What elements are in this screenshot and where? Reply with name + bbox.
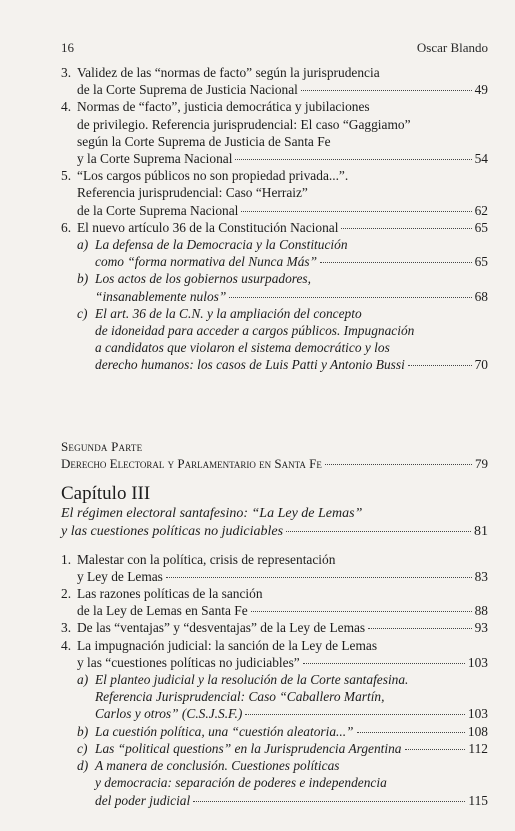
page-number: 16	[61, 40, 74, 55]
entry-body	[77, 167, 488, 219]
entry-body	[95, 671, 488, 723]
entry-page: 83	[474, 568, 488, 584]
entry-body	[77, 637, 488, 671]
entry-line: “Los cargos públicos no son propiedad privada...”.	[77, 168, 349, 184]
entry-body	[77, 98, 488, 167]
entry-line: La defensa de la Democracia y la Constitución	[95, 237, 348, 253]
toc-entry[interactable]	[61, 551, 488, 585]
entry-line: según la Corte Suprema de Justicia de Santa Fe	[77, 133, 331, 149]
toc-entry[interactable]	[61, 219, 488, 236]
toc-entry[interactable]	[61, 585, 488, 619]
entry-body	[77, 619, 488, 636]
entry-page: 49	[474, 82, 488, 98]
toc-entry[interactable]	[61, 619, 488, 636]
entry-page: 70	[474, 357, 488, 373]
running-head-author: Oscar Blando	[416, 40, 488, 55]
part-title-entry[interactable]	[61, 455, 488, 472]
dot-leader	[193, 801, 465, 802]
toc-subentry[interactable]	[61, 757, 488, 809]
toc-entry[interactable]	[61, 98, 488, 167]
entry-text: de la Corte Suprema de Justicia Nacional	[77, 82, 298, 98]
entry-line: a candidatos que violaron el sistema democrático y los	[95, 340, 390, 356]
entry-number: 5.	[61, 168, 72, 184]
entry-text: del poder judicial	[95, 792, 191, 808]
entry-text: derecho humanos: los casos de Luis Patti y Antonio Bussi	[95, 357, 405, 373]
entry-number: 2.	[61, 586, 72, 602]
dot-leader	[357, 732, 465, 733]
toc-section-top	[61, 64, 488, 236]
dot-leader	[301, 90, 472, 91]
entry-number: 4.	[61, 99, 72, 115]
entry-body	[95, 740, 488, 757]
entry-number: c)	[77, 740, 88, 756]
entry-last-line	[77, 654, 488, 671]
dot-leader	[251, 611, 472, 612]
part-label: Segunda Parte	[61, 438, 143, 454]
spacer	[61, 541, 488, 551]
chapter-subtitle-last: y las cuestiones políticas no judiciables	[61, 523, 284, 539]
toc-subentry[interactable]	[61, 740, 488, 757]
entry-number: 3.	[61, 620, 72, 636]
entry-line: Referencia jurisprudencial: Caso “Herraiz”	[77, 185, 308, 201]
entry-last-line	[95, 288, 488, 305]
entry-number: b)	[77, 723, 89, 739]
dot-leader	[405, 749, 466, 750]
entry-text: Las “political questions” en la Jurisprudencia Argentina	[95, 740, 402, 756]
entry-last-line	[95, 705, 488, 722]
entry-last-line	[95, 723, 488, 740]
toc-subentry[interactable]	[61, 236, 488, 270]
entry-line: y democracia: separación de poderes e independencia	[95, 775, 387, 791]
entry-last-line	[77, 150, 488, 167]
entry-page: 54	[474, 151, 488, 167]
entry-page: 115	[468, 792, 488, 808]
entry-text: El nuevo artículo 36 de la Constitución Nacional	[77, 219, 339, 235]
entry-line: A manera de conclusión. Cuestiones políticas	[95, 758, 340, 774]
entry-page: 112	[468, 740, 488, 756]
entry-body	[77, 585, 488, 619]
entry-line: La impugnación judicial: la sanción de la Ley de Lemas	[77, 637, 378, 653]
entry-number: 3.	[61, 65, 72, 80]
dot-leader	[325, 464, 472, 465]
dot-leader	[341, 228, 471, 229]
dot-leader	[235, 159, 471, 160]
toc-entry[interactable]	[61, 64, 488, 98]
entry-last-line	[77, 202, 488, 219]
entry-last-line	[77, 602, 488, 619]
dot-leader	[229, 297, 471, 298]
entry-number: 6.	[61, 219, 72, 235]
entry-line: El art. 36 de la C.N. y la ampliación del concepto	[95, 305, 362, 321]
part-title: Derecho Electoral y Parlamentario en Santa Fe	[61, 455, 322, 471]
entry-text: y Ley de Lemas	[77, 568, 163, 584]
entry-line: El planteo judicial y la resolución de la Corte santafesina.	[95, 672, 409, 688]
entry-number: b)	[77, 271, 89, 287]
entry-page: 93	[474, 620, 488, 636]
chapter-subtitle-line: El régimen electoral santafesino: “La Ley de Lemas”	[61, 505, 363, 521]
entry-body	[95, 236, 488, 270]
entry-line: Normas de “facto”, justicia democrática y jubilaciones	[77, 99, 370, 115]
entry-last-line	[95, 792, 488, 809]
entry-line: Los actos de los gobiernos usurpadores,	[95, 271, 311, 287]
entry-body	[77, 551, 488, 585]
dot-leader	[303, 663, 465, 664]
toc-subsection-bottom	[61, 671, 488, 809]
entry-text: La cuestión política, una “cuestión aleatoria...”	[95, 723, 354, 739]
toc-section-bottom	[61, 551, 488, 671]
entry-page: 65	[474, 254, 488, 270]
entry-number: a)	[77, 237, 89, 253]
entry-last-line	[95, 253, 488, 270]
entry-page: 103	[467, 706, 488, 722]
chapter-subtitle[interactable]	[61, 505, 488, 541]
entry-number: 4.	[61, 637, 72, 653]
dot-leader	[166, 577, 472, 578]
entry-text: como “forma normativa del Nunca Más”	[95, 254, 318, 270]
entry-line: Validez de las “normas de facto” según la jurisprudencia	[77, 65, 380, 80]
entry-line: de idoneidad para acceder a cargos públicos. Impugnación	[95, 323, 415, 339]
entry-text: de la Corte Suprema Nacional	[77, 202, 239, 218]
dot-leader	[320, 262, 472, 263]
toc-entry[interactable]	[61, 637, 488, 671]
dot-leader	[408, 365, 472, 366]
entry-line: Referencia Jurisprudencial: Caso “Caballero Martín,	[95, 689, 385, 705]
entry-text: de la Ley de Lemas en Santa Fe	[77, 603, 248, 619]
toc-subentry[interactable]	[61, 270, 488, 304]
chapter-title: Capítulo III	[61, 482, 151, 504]
toc-subsection-top	[61, 236, 488, 374]
chapter-page: 81	[474, 523, 488, 539]
entry-body	[95, 305, 488, 374]
entry-text: De las “ventajas” y “desventajas” de la Ley de Lemas	[77, 620, 366, 636]
entry-number: c)	[77, 305, 88, 321]
entry-body	[77, 64, 488, 98]
entry-body	[95, 270, 488, 304]
entry-number: a)	[77, 672, 89, 688]
entry-page: 62	[474, 202, 488, 218]
toc-entry[interactable]	[61, 167, 488, 219]
table-of-contents	[61, 64, 488, 809]
toc-subentry[interactable]	[61, 671, 488, 723]
entry-line: Malestar con la política, crisis de representación	[77, 551, 336, 567]
page-header	[61, 40, 488, 58]
dot-leader	[368, 628, 471, 629]
entry-last-line	[95, 356, 488, 373]
entry-number: 1.	[61, 551, 72, 567]
entry-text: “insanablemente nulos”	[95, 288, 227, 304]
entry-last-line	[77, 619, 488, 636]
entry-page: 65	[474, 219, 488, 235]
dot-leader	[241, 211, 471, 212]
entry-last-line	[95, 740, 488, 757]
entry-body	[77, 219, 488, 236]
entry-text: y las “cuestiones políticas no judiciables”	[77, 654, 300, 670]
entry-page: 108	[467, 723, 488, 739]
toc-subentry[interactable]	[61, 723, 488, 740]
part-page: 79	[475, 455, 488, 471]
entry-line: de privilegio. Referencia jurisprudencial: El caso “Gaggiamo”	[77, 116, 411, 132]
entry-last-line	[77, 219, 488, 236]
entry-line: Las razones políticas de la sanción	[77, 586, 263, 602]
entry-last-line	[77, 568, 488, 585]
dot-leader	[245, 714, 465, 715]
entry-body	[95, 757, 488, 809]
entry-page: 68	[474, 288, 488, 304]
entry-last-line	[77, 81, 488, 98]
entry-page: 103	[467, 654, 488, 670]
entry-number: d)	[77, 758, 89, 774]
entry-text: Carlos y otros” (C.S.J.S.F.)	[95, 706, 243, 722]
spacer	[61, 374, 488, 438]
toc-subentry[interactable]	[61, 305, 488, 374]
entry-text: y la Corte Suprema Nacional	[77, 151, 233, 167]
dot-leader	[286, 531, 471, 532]
entry-body	[95, 723, 488, 740]
entry-page: 88	[474, 603, 488, 619]
